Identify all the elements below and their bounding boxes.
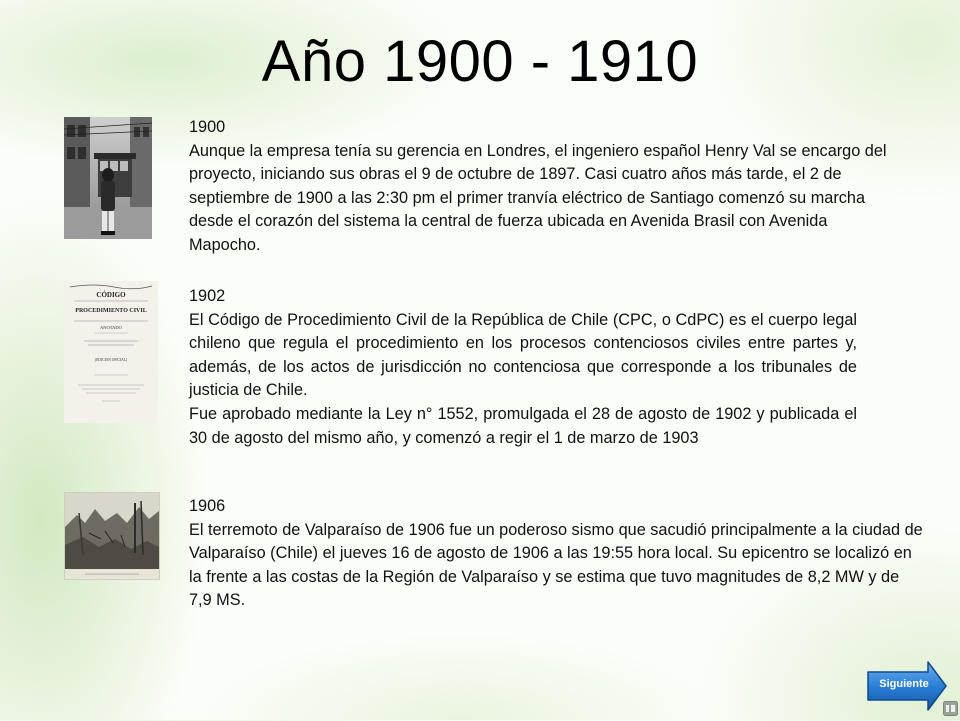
earthquake-photo (64, 492, 160, 580)
entry-paragraph: El Código de Procedimiento Civil de la República de Chile (CPC, o CdPC) es el cuerpo legal chileno que regula el procedimiento en los procesos contenciosos civiles entre partes y, además, de los actos de jurisdicción no contenciosa que corresponde a los tribunales de justicia de Chile. (189, 310, 857, 400)
tram-photo (64, 117, 152, 239)
slide-title: Año 1900 - 1910 (261, 29, 699, 94)
book-edition: ANOTADO (100, 325, 122, 330)
entry-paragraph: Aunque la empresa tenía su gerencia en Londres, el ingeniero español Henry Val se encargo del proyecto, iniciando sus obras el 9 de octubre de 1897. Casi cuatro años más tarde, el 2 de septiembre de 1900 a las 2:30 pm el primer tranvía eléctrico de Santiago comenzó su marcha desde el corazón del sistema la central de fuerza ubicada en Avenida Brasil con Avenida Mapocho. (189, 141, 887, 254)
next-slide-button[interactable] (866, 660, 948, 712)
book-subheading: PROCEDIMIENTO CIVIL (75, 308, 147, 314)
next-slide-label: Siguiente (879, 678, 929, 690)
codigo-book-cover (64, 281, 158, 423)
entry-1902 (189, 285, 857, 450)
entry-year: 1900 (189, 118, 226, 136)
entry-year: 1902 (189, 287, 226, 305)
entry-year: 1906 (189, 497, 226, 515)
entry-paragraph: El terremoto de Valparaíso de 1906 fue un poderoso sismo que sacudió principalmente a la ciudad de Valparaíso (Chile) el jueves 16 de agosto de 1906 a las 19:55 hora local. Su epicentro se localizó en la frente a las costas de la Región de Valparaíso y se estima que tuvo magnitudes de 8,2 MW y de 7,9 MS. (189, 520, 923, 610)
entry-paragraph: Fue aprobado mediante la Ley n° 1552, promulgada el 28 de agosto de 1902 y publicada el 30 de agosto del mismo año, y comenzó a regir el 1 de marzo de 1903 (189, 404, 857, 447)
book-official: (EDICION OFICIAL) (94, 358, 128, 362)
entry-1900 (189, 116, 889, 258)
slide-corner-icon (943, 701, 958, 716)
book-heading: CÓDIGO (96, 291, 126, 299)
entry-1906 (189, 495, 924, 613)
